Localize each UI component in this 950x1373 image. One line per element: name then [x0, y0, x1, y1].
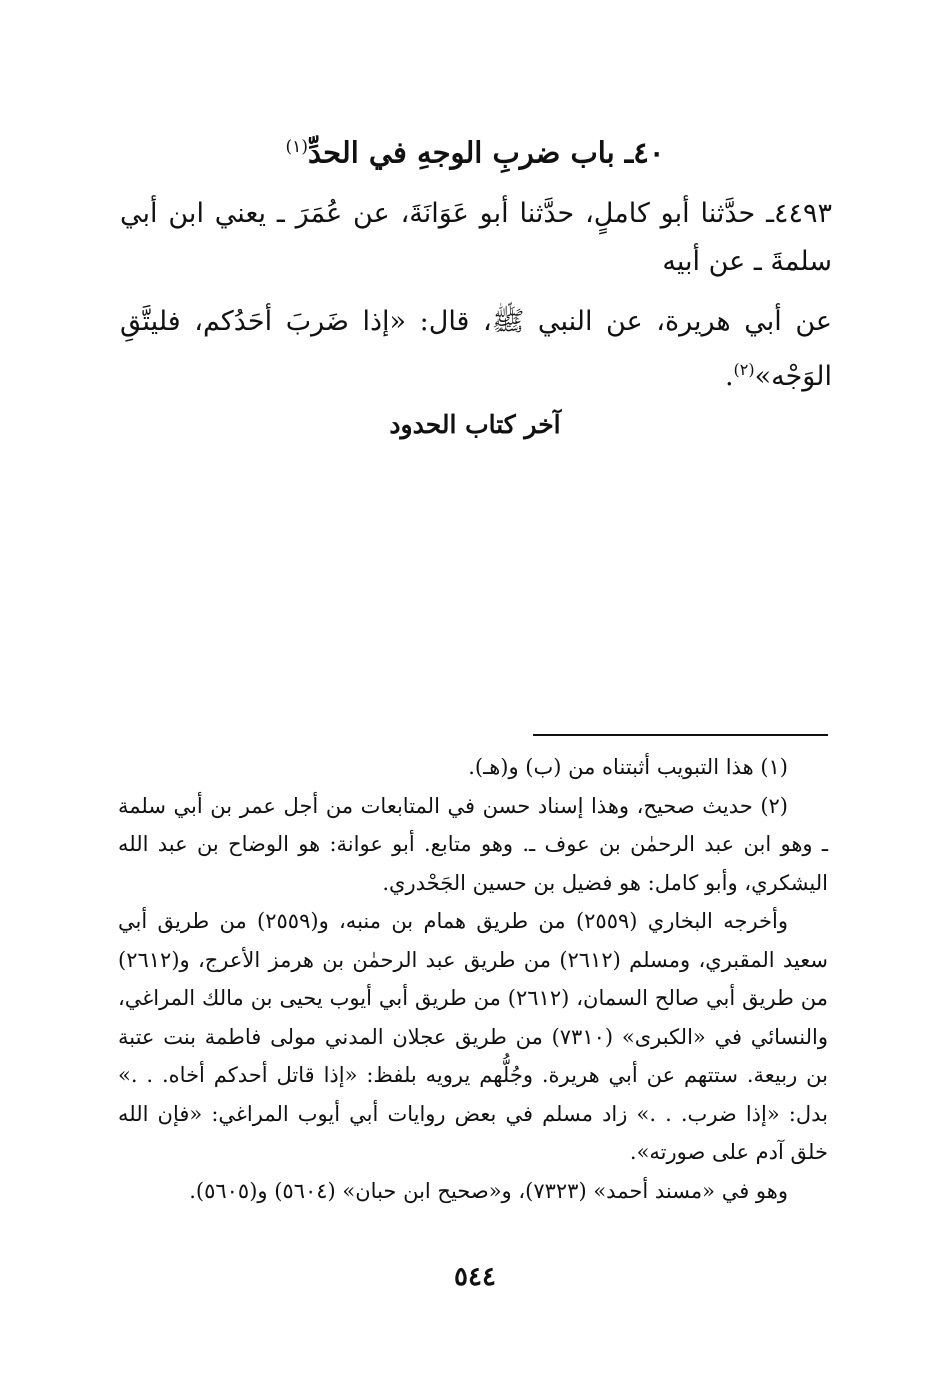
hadith-isnad: ٤٤٩٣ـ حدَّثنا أبو كاملٍ، حدَّثنا أبو عَوَانَةَ، عن عُمَرَ ـ يعني ابن أبي سلمةَ ـ عن أبيه: [120, 198, 832, 277]
hadith-matn-paragraph: [120, 298, 832, 401]
book-end-heading: آخر كتاب الحدود: [389, 410, 561, 439]
chapter-title: [100, 125, 850, 175]
page-number: ٥٤٤: [454, 1262, 496, 1292]
hadith-text: [120, 190, 832, 401]
hadith-footnote-marker: (٢): [733, 360, 755, 379]
footnote-2: (٢) حديث صحيح، وهذا إسناد حسن في المتابعات من أجل عمر بن أبي سلمة ـ وهو ابن عبد الرحمٰن بن عوف ـ. وهو متابع. أبو عوانة: هو الوضاح بن عبد الله اليشكري، وأبو كامل: هو فضيل بن حسين الجَحْدري.: [118, 793, 828, 895]
footnote-1: (١) هذا التبويب أثبتناه من (ب) و(هـ).: [468, 755, 788, 779]
footnote-2-sources: وأخرجه البخاري (٢٥٥٩) من طريق همام بن منبه، و(٢٥٥٩) من طريق أبي سعيد المقبري، ومسلم (٢٦١٢) من طريق عبد الرحمٰن بن هرمز الأعرج، و(٢٦١٢) من طريق أبي صالح السمان، (٢٦١٢) من طريق أبي أيوب يحيى بن مالك المراغي، والنسائي في «الكبرى» (٧٣١٠) من طريق عجلان المدني مولى فاطمة بنت عتبة بن ربيعة. ستتهم عن أبي هريرة. وجُلُّهم يرويه بلفظ: «إذا قاتل أحدكم أخاه. . .» بدل: «إذا ضرب. . .» زاد مسلم في بعض روايات أبي أيوب المراغي: «فإن الله خلق آدم على صورته».: [118, 909, 829, 1164]
footnotes: [118, 748, 828, 1210]
hadith-matn-end: .: [724, 361, 734, 392]
chapter-footnote-marker: (١): [285, 137, 308, 157]
footnote-separator: [533, 734, 828, 736]
hadith-matn: عن أبي هريرة، عن النبي ﷺ، قال: «إذا ضَربَ أحَدُكم، فليتَّقِ الوَجْه»: [120, 306, 832, 392]
chapter-title-text: ٤٠ـ باب ضربِ الوجهِ في الحدِّ: [307, 135, 665, 170]
footnote-2-references: وهو في «مسند أحمد» (٧٣٢٣)، و«صحيح ابن حبان» (٥٦٠٤) و(٥٦٠٥).: [189, 1178, 788, 1203]
